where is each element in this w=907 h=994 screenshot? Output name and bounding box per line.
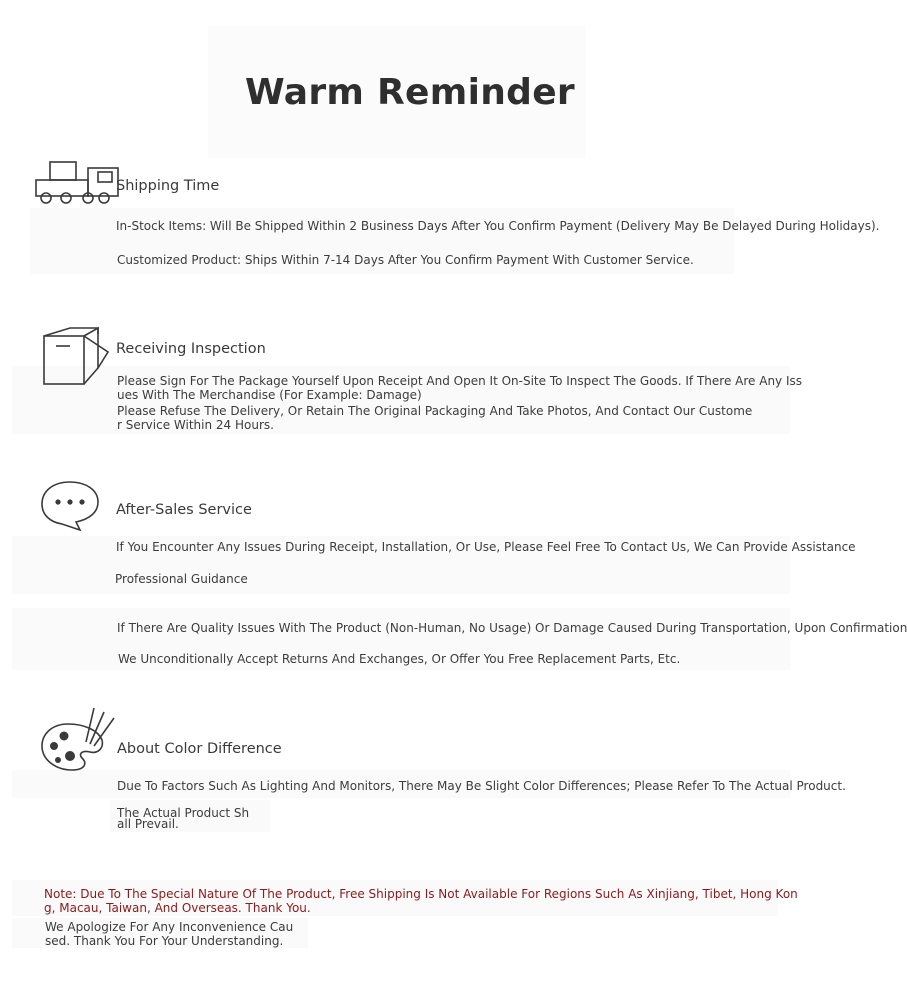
truck-icon <box>32 158 122 208</box>
aftersales-line-3: If There Are Quality Issues With The Product (Non-Human, No Usage) Or Damage Caused During Transportation, Upon Confirmation <box>117 621 907 635</box>
receiving-line-2: ues With The Merchandise (For Example: Damage) <box>117 388 422 402</box>
aftersales-line-2: Professional Guidance <box>115 572 248 586</box>
speech-bubble-icon <box>38 478 102 534</box>
note-line-1: We Apologize For Any Inconvenience Cau <box>45 920 294 934</box>
note-line-2: sed. Thank You For Your Understanding. <box>45 934 284 948</box>
receiving-heading: Receiving Inspection <box>116 341 266 357</box>
color-line-2: The Actual Product Sh <box>117 806 250 820</box>
color-heading: About Color Difference <box>117 741 282 757</box>
aftersales-heading: After-Sales Service <box>116 502 252 518</box>
color-line-3: all Prevail. <box>117 817 179 831</box>
receiving-line-4: r Service Within 24 Hours. <box>117 418 274 432</box>
shipping-line-1: In-Stock Items: Will Be Shipped Within 2 Business Days After You Confirm Payment (Delivery May Be Delayed During Holidays). <box>116 219 880 233</box>
color-line-1: Due To Factors Such As Lighting And Monitors, There May Be Slight Color Differences; Please Refer To The Actual Product. <box>117 779 846 793</box>
box-icon <box>40 324 112 388</box>
note-red-line-1: Note: Due To The Special Nature Of The Product, Free Shipping Is Not Available For Regions Such As Xinjiang, Tibet, Hong Kon <box>44 887 798 901</box>
aftersales-line-1: If You Encounter Any Issues During Receipt, Installation, Or Use, Please Feel Free To Contact Us, We Can Provide Assistance <box>116 540 856 554</box>
note-red-line-2: g, Macau, Taiwan, And Overseas. Thank You. <box>44 901 311 915</box>
palette-icon <box>38 702 118 774</box>
page-title: Warm Reminder <box>245 72 575 113</box>
shipping-heading: Shipping Time <box>116 178 220 194</box>
receiving-line-3: Please Refuse The Delivery, Or Retain The Original Packaging And Take Photos, And Contact Our Custome <box>117 404 753 418</box>
aftersales-line-4: We Unconditionally Accept Returns And Exchanges, Or Offer You Free Replacement Parts, Etc. <box>118 652 681 666</box>
shipping-line-2: Customized Product: Ships Within 7-14 Days After You Confirm Payment With Customer Service. <box>117 253 694 267</box>
receiving-line-1: Please Sign For The Package Yourself Upon Receipt And Open It On-Site To Inspect The Goods. If There Are Any Iss <box>117 374 803 388</box>
